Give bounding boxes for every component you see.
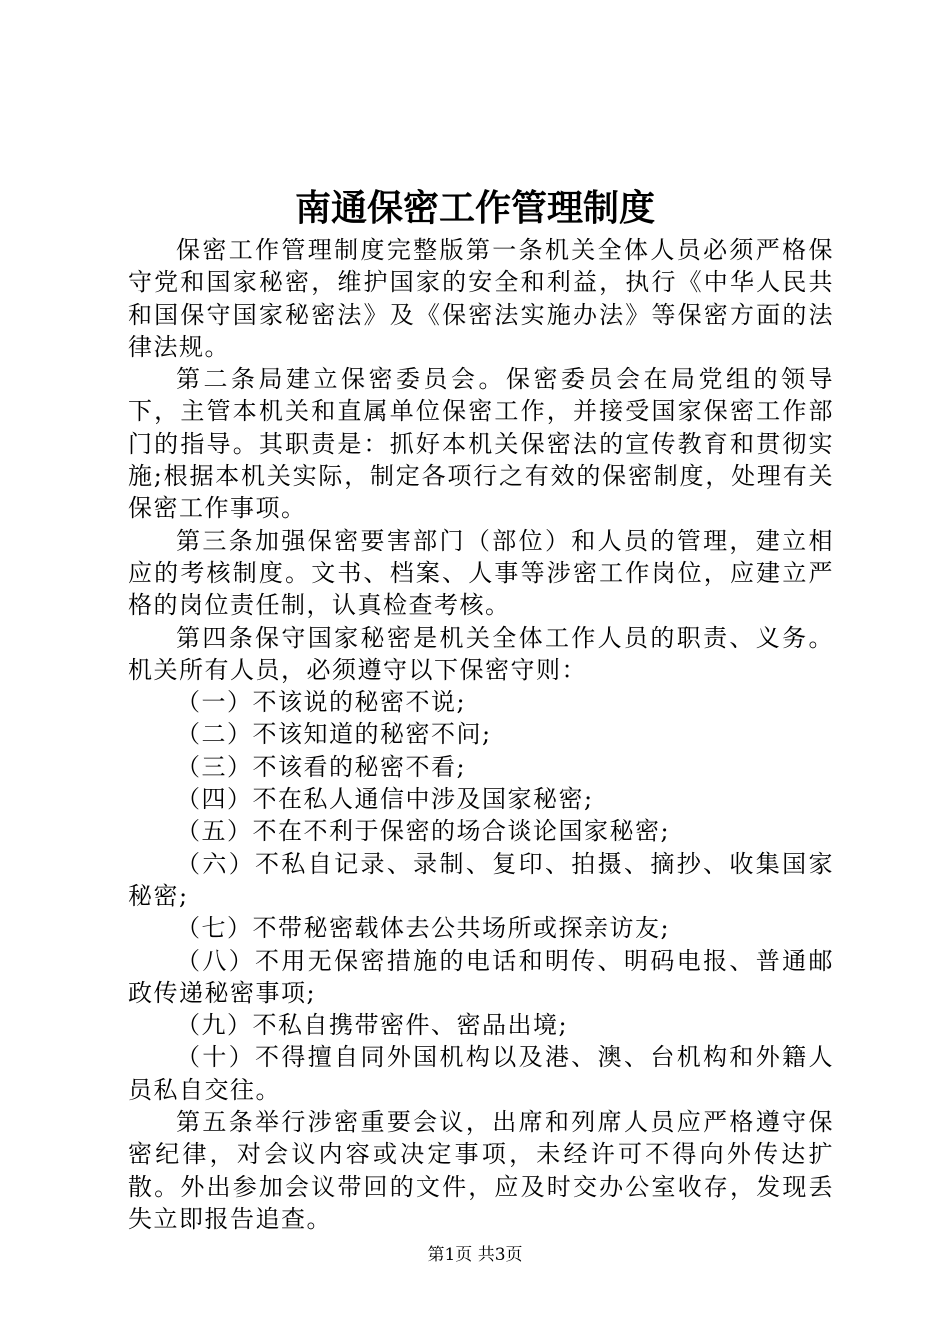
paragraph-article-4: 第四条保守国家秘密是机关全体工作人员的职责、义务。机关所有人员，必须遵守以下保密守则：: [128, 623, 834, 684]
rule-item-1: （一）不该说的秘密不说;: [176, 688, 467, 717]
rule-item-10: （十）不得擅自同外国机构以及港、澳、台机构和外籍人员私自交往。: [128, 1043, 834, 1104]
rule-item-5: （五）不在不利于保密的场合谈论国家秘密;: [176, 817, 671, 846]
page-footer: 第1页 共3页: [427, 1245, 523, 1265]
rule-item-8: （八）不用无保密措施的电话和明传、明码电报、普通邮政传递秘密事项;: [128, 946, 834, 1007]
paragraph-article-1: 保密工作管理制度完整版第一条机关全体人员必须严格保守党和国家秘密，维护国家的安全和利益，执行《中华人民共和国保守国家秘密法》及《保密法实施办法》等保密方面的法律法规。: [128, 236, 834, 361]
rule-item-7: （七）不带秘密载体去公共场所或探亲访友;: [176, 914, 671, 943]
document-title: 南通保密工作管理制度: [294, 187, 655, 229]
rule-item-6: （六）不私自记录、录制、复印、拍摄、摘抄、收集国家秘密;: [128, 849, 834, 910]
rule-item-3: （三）不该看的秘密不看;: [176, 752, 467, 781]
rule-item-2: （二）不该知道的秘密不问;: [176, 720, 492, 749]
rule-item-4: （四）不在私人通信中涉及国家秘密;: [176, 785, 594, 814]
paragraph-article-2: 第二条局建立保密委员会。保密委员会在局党组的领导下，主管本机关和直属单位保密工作，并接受国家保密工作部门的指导。其职责是：抓好本机关保密法的宣传教育和贯彻实施;根据本机关实际，制定各项行之有效的保密制度，处理有关保密工作事项。: [128, 365, 834, 523]
document-body: [128, 234, 834, 1235]
paragraph-article-3: 第三条加强保密要害部门（部位）和人员的管理，建立相应的考核制度。文书、档案、人事等涉密工作岗位，应建立严格的岗位责任制，认真检查考核。: [128, 526, 834, 620]
rule-item-9: （九）不私自携带密件、密品出境;: [176, 1011, 569, 1040]
paragraph-article-5: 第五条举行涉密重要会议，出席和列席人员应严格遵守保密纪律，对会议内容或决定事项，未经许可不得向外传达扩散。外出参加会议带回的文件，应及时交办公室收存，发现丢失立即报告追查。: [128, 1108, 834, 1233]
